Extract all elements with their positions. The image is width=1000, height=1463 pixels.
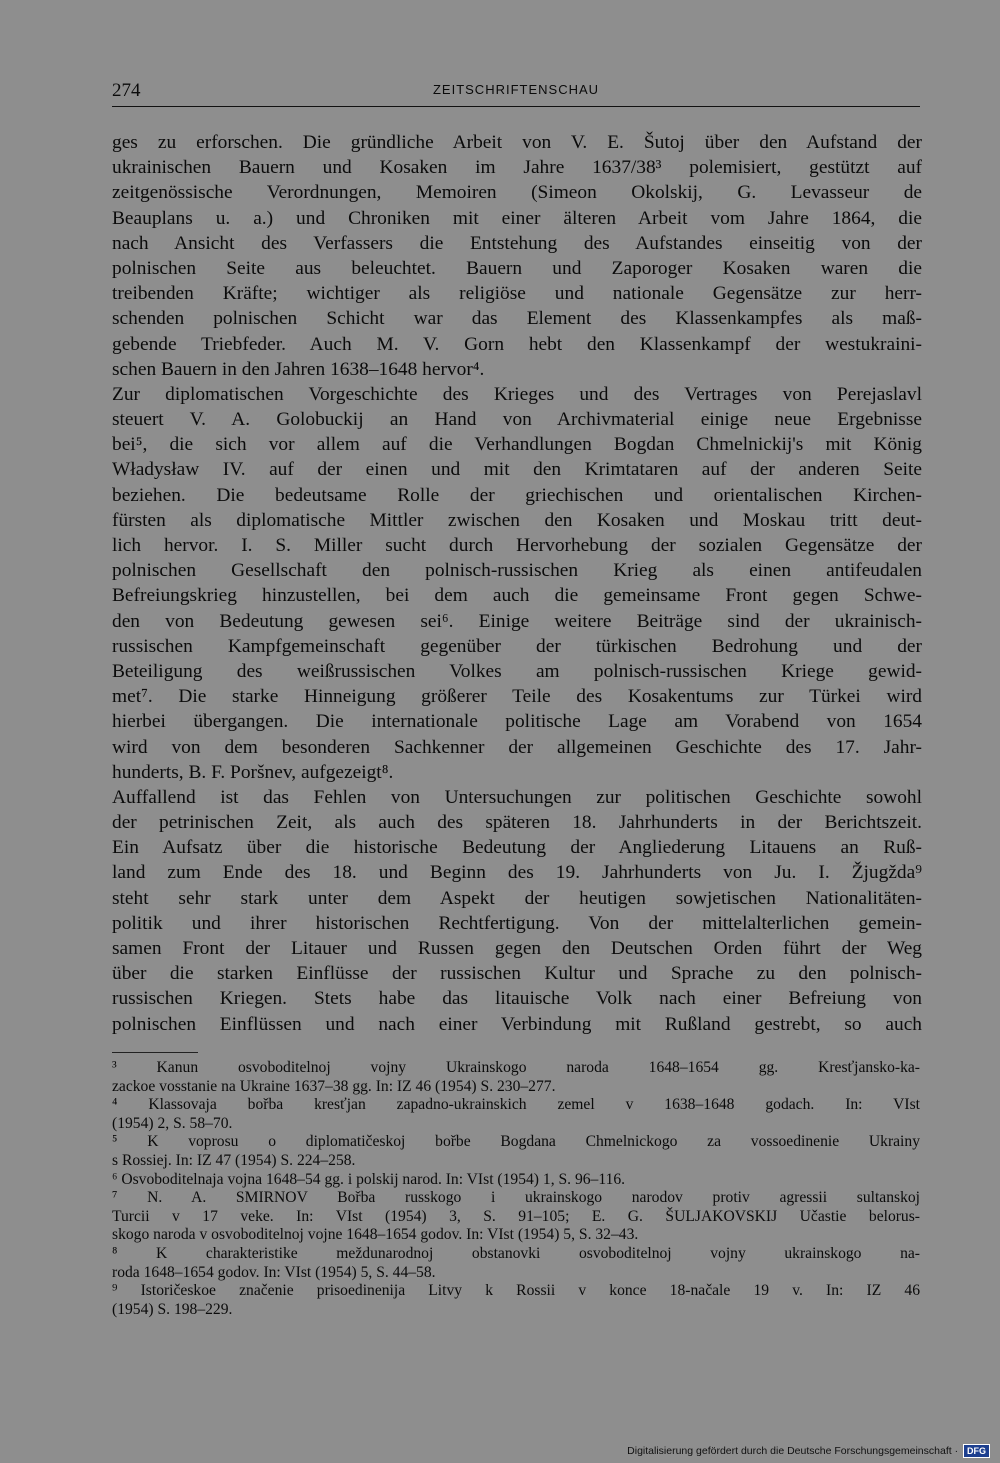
- body-line: lich hervor. I. S. Miller sucht durch Hervorhebung der sozialen Gegensätze der: [112, 535, 922, 556]
- body-line: Beteiligung des weißrussischen Volkes am polnisch-russischen Kriege gewid-: [112, 660, 922, 682]
- footnote-line: (1954) S. 198–229.: [112, 1300, 233, 1318]
- body-line: polnischen Gesellschaft den polnisch-russischen Krieg als einen antifeudalen: [112, 560, 922, 582]
- footnotes: [112, 1059, 920, 1319]
- digitization-credit: [627, 1444, 990, 1458]
- footnote-line: (1954) 2, S. 58–70.: [112, 1114, 233, 1132]
- body-text: [112, 130, 922, 1037]
- body-line: schen Bauern in den Jahren 1638–1648 hervor⁴.: [112, 358, 485, 380]
- footnote-line: s Rossiej. In: IZ 47 (1954) S. 224–258.: [112, 1151, 356, 1169]
- body-line: hunderts, B. F. Poršnev, aufgezeigt⁸.: [112, 761, 394, 783]
- body-line: fürsten als diplomatische Mittler zwischen den Kosaken und Moskau tritt deut-: [112, 509, 922, 531]
- footnote-line: ⁷ N. A. SMIRNOV Bořba russkogo i ukrainskogo narodov protiv agressii sultanskoj: [112, 1189, 920, 1207]
- footnote-line: ⁸ K charakteristike meždunarodnoj obstanovki osvoboditelnoj vojny ukrainskogo na-: [112, 1244, 920, 1262]
- body-line: den von Bedeutung gewesen sei⁶. Einige weitere Beiträge sind der ukrainisch-: [112, 610, 922, 632]
- body-line: treibenden Kräfte; wichtiger als religiöse und nationale Gegensätze zur herr-: [112, 283, 922, 305]
- body-line: nach Ansicht des Verfassers die Entstehung des Aufstandes einseitig von der: [112, 232, 922, 254]
- body-line: wird von dem besonderen Sachkenner der allgemeinen Geschichte des 17. Jahr-: [112, 736, 922, 758]
- body-line: met⁷. Die starke Hinneigung größerer Teile des Kosakentums zur Türkei wird: [112, 686, 922, 708]
- body-line: samen Front der Litauer und Russen gegen den Deutschen Orden führt der Weg: [112, 938, 922, 959]
- footnote-line: ⁵ K voprosu o diplomatičeskoj bořbe Bogdana Chmelnickogo za vossoedinenie Ukrainy: [112, 1133, 920, 1151]
- body-line: steht sehr stark unter dem Aspekt der heutigen sowjetischen Nationalitäten-: [112, 887, 922, 909]
- footnote-line: Turcii v 17 veke. In: VIst (1954) 3, S. 91–105; E. G. ŠULJAKOVSKIJ Učastie belorus-: [112, 1207, 920, 1225]
- body-line: Beauplans u. a.) und Chroniken mit einer älteren Arbeit vom Jahre 1864, die: [112, 207, 922, 229]
- body-line: Befreiungskrieg hinzustellen, bei dem auch die gemeinsame Front gegen Schwe-: [112, 585, 922, 607]
- footnote-rule: [112, 1052, 198, 1053]
- footnote-line: ³ Kanun osvoboditelnoj vojny Ukrainskogo naroda 1648–1654 gg. Kresťjansko-ka-: [112, 1059, 920, 1076]
- body-line: ges zu erforschen. Die gründliche Arbeit von V. E. Šutoj über den Aufstand der: [112, 132, 922, 153]
- body-line: polnischen Einflüssen und nach einer Verbindung mit Rußland gestrebt, so auch: [112, 1013, 922, 1035]
- footnote-line: ⁹ Istoričeskoe značenie prisoedinenija Litvy k Rossii v konce 18-načale 19 v. In: IZ 46: [112, 1282, 920, 1300]
- body-line: polnischen Seite aus beleuchtet. Bauern und Zaporoger Kosaken waren die: [112, 257, 922, 279]
- body-line: Ein Aufsatz über die historische Bedeutung der Angliederung Litauens an Ruß-: [112, 837, 922, 859]
- footnote-line: skogo naroda v osvoboditelnoj vojne 1648–1654 godov. In: VIst (1954) 5, S. 32–43.: [112, 1226, 639, 1244]
- page-header: [112, 80, 920, 107]
- body-line: land zum Ende des 18. und Beginn des 19. Jahrhunderts von Ju. I. Žjugžda⁹: [112, 862, 922, 884]
- body-line: der petrinischen Zeit, als auch des späteren 18. Jahrhunderts in der Berichtszeit.: [112, 812, 922, 834]
- body-line: steuert V. A. Golobuckij an Hand von Archivmaterial einige neue Ergebnisse: [112, 409, 922, 431]
- body-line: politik und ihrer historischen Rechtfertigung. Von der mittelalterlichen gemein-: [112, 912, 922, 934]
- body-line: ukrainischen Bauern und Kosaken im Jahre 1637/38³ polemisiert, gestützt auf: [112, 157, 922, 179]
- footnote-line: roda 1648–1654 godov. In: VIst (1954) 5, S. 44–58.: [112, 1263, 436, 1281]
- body-line: russischen Kampfgemeinschaft gegenüber der türkischen Bedrohung und der: [112, 635, 922, 657]
- body-line: Zur diplomatischen Vorgeschichte des Krieges und des Vertrages von Perejaslavl: [112, 383, 922, 405]
- body-line: über die starken Einflüsse der russischen Kultur und Sprache zu den polnisch-: [112, 963, 922, 985]
- body-line: schenden polnischen Schicht war das Element des Klassenkampfes als maß-: [112, 308, 922, 330]
- body-line: russischen Kriegen. Stets habe das litauische Volk nach einer Befreiung von: [112, 988, 922, 1010]
- body-line: zeitgenössische Verordnungen, Memoiren (Simeon Okolskij, G. Levasseur de: [112, 182, 922, 204]
- footnote-line: ⁶ Osvoboditelnaja vojna 1648–54 gg. i polskij narod. In: VIst (1954) 1, S. 96–116.: [112, 1170, 626, 1188]
- dfg-logo: DFG: [963, 1444, 990, 1458]
- footnote-line: zackoe vosstanie na Ukraine 1637–38 gg. In: IZ 46 (1954) S. 230–277.: [112, 1077, 556, 1095]
- footnote-line: ⁴ Klassovaja bořba kresťjan zapadno-ukrainskich zemel v 1638–1648 godach. In: VIst: [112, 1096, 920, 1114]
- credit-text: Digitalisierung gefördert durch die Deutsche Forschungsgemeinschaft ·: [627, 1444, 959, 1457]
- running-head: ZEITSCHRIFTENSCHAU: [432, 82, 600, 97]
- body-line: hierbei übergangen. Die internationale politische Lage am Vorabend von 1654: [112, 711, 922, 733]
- body-line: Auffallend ist das Fehlen von Untersuchungen zur politischen Geschichte sowohl: [112, 786, 922, 808]
- page-number: 274: [112, 80, 141, 101]
- body-line: beziehen. Die bedeutsame Rolle der griechischen und orientalischen Kirchen-: [112, 484, 922, 506]
- body-line: gebende Triebfeder. Auch M. V. Gorn hebt den Klassenkampf der westukraini-: [112, 333, 922, 355]
- body-line: bei⁵, die sich vor allem auf die Verhandlungen Bogdan Chmelnickij's mit König: [112, 434, 922, 456]
- body-line: Władysław IV. auf der einen und mit den Krimtataren auf der anderen Seite: [112, 459, 922, 481]
